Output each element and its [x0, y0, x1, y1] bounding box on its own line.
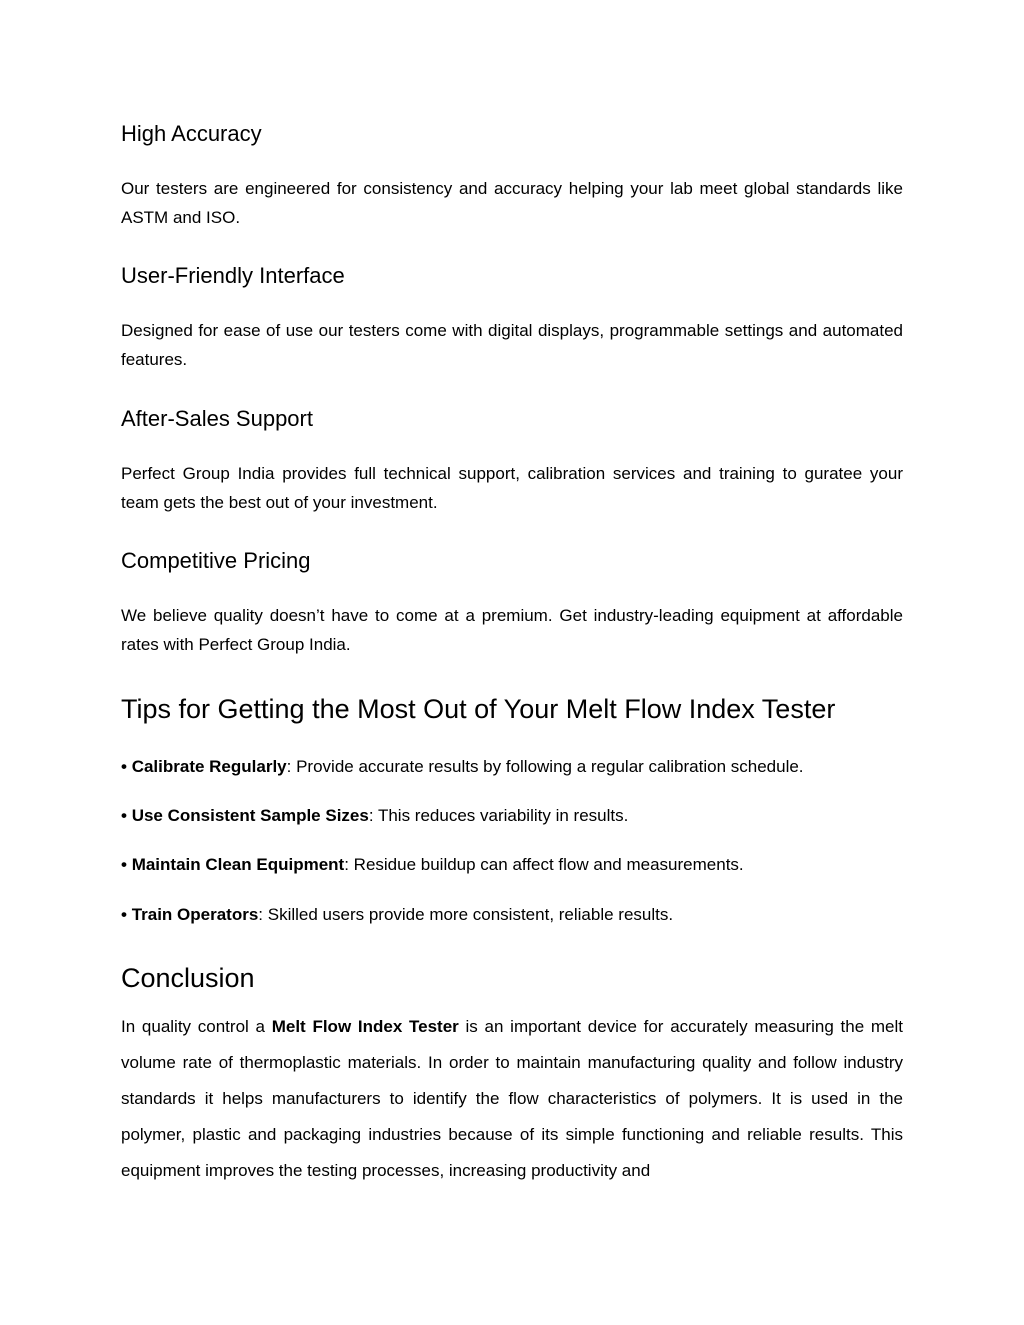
section-heading-after-sales: After-Sales Support [121, 406, 313, 431]
bullet-icon: • [121, 855, 127, 874]
section-body-after-sales: Perfect Group India provides full technical support, calibration services and training to guratee your team gets the best out of your investment. [121, 464, 903, 512]
section-body-user-friendly: Designed for ease of use our testers come with digital displays, programmable settings and automated features. [121, 321, 903, 369]
tip-term: • Train Operators [121, 905, 259, 924]
tip-item [121, 904, 903, 926]
tip-text: : Skilled users provide more consistent, reliable results. [258, 905, 674, 924]
section-heading-pricing: Competitive Pricing [121, 548, 311, 573]
tip-item [121, 756, 903, 778]
section-heading-high-accuracy: High Accuracy [121, 121, 262, 146]
tip-term: • Use Consistent Sample Sizes [121, 806, 369, 825]
section-body-pricing: We believe quality doesn’t have to come at a premium. Get industry-leading equipment at affordable rates with Perfect Group India. [121, 606, 903, 654]
tips-heading: Tips for Getting the Most Out of Your Melt Flow Index Tester [121, 694, 836, 724]
section-body-high-accuracy: Our testers are engineered for consistency and accuracy helping your lab meet global standards like ASTM and ISO. [121, 179, 903, 227]
conclusion-term: Melt Flow Index Tester [271, 1017, 459, 1036]
bullet-icon: • [121, 757, 127, 776]
tip-term: • Maintain Clean Equipment [121, 855, 345, 874]
tip-term: • Calibrate Regularly [121, 757, 287, 776]
tip-item [121, 805, 903, 827]
conclusion-heading: Conclusion [121, 963, 255, 993]
tip-text: : This reduces variability in results. [368, 806, 629, 825]
bullet-icon: • [121, 905, 127, 924]
tip-text: : Residue buildup can affect flow and measurements. [344, 855, 744, 874]
conclusion-body: In quality control a Melt Flow Index Tester is an important device for accurately measuring the melt volume rate of thermoplastic materials. In order to maintain manufacturing quality and follow industry standards it helps manufacturers to identify the flow characteristics of polymers. It is used in the polymer, plastic and packaging industries because of its simple functioning and reliable results. This equipment improves the testing processes, increasing productivity and [121, 1017, 903, 1180]
tip-item [121, 854, 903, 876]
tip-text: : Provide accurate results by following a regular calibration schedule. [286, 757, 804, 776]
bullet-icon: • [121, 806, 127, 825]
section-heading-user-friendly: User-Friendly Interface [121, 263, 345, 288]
